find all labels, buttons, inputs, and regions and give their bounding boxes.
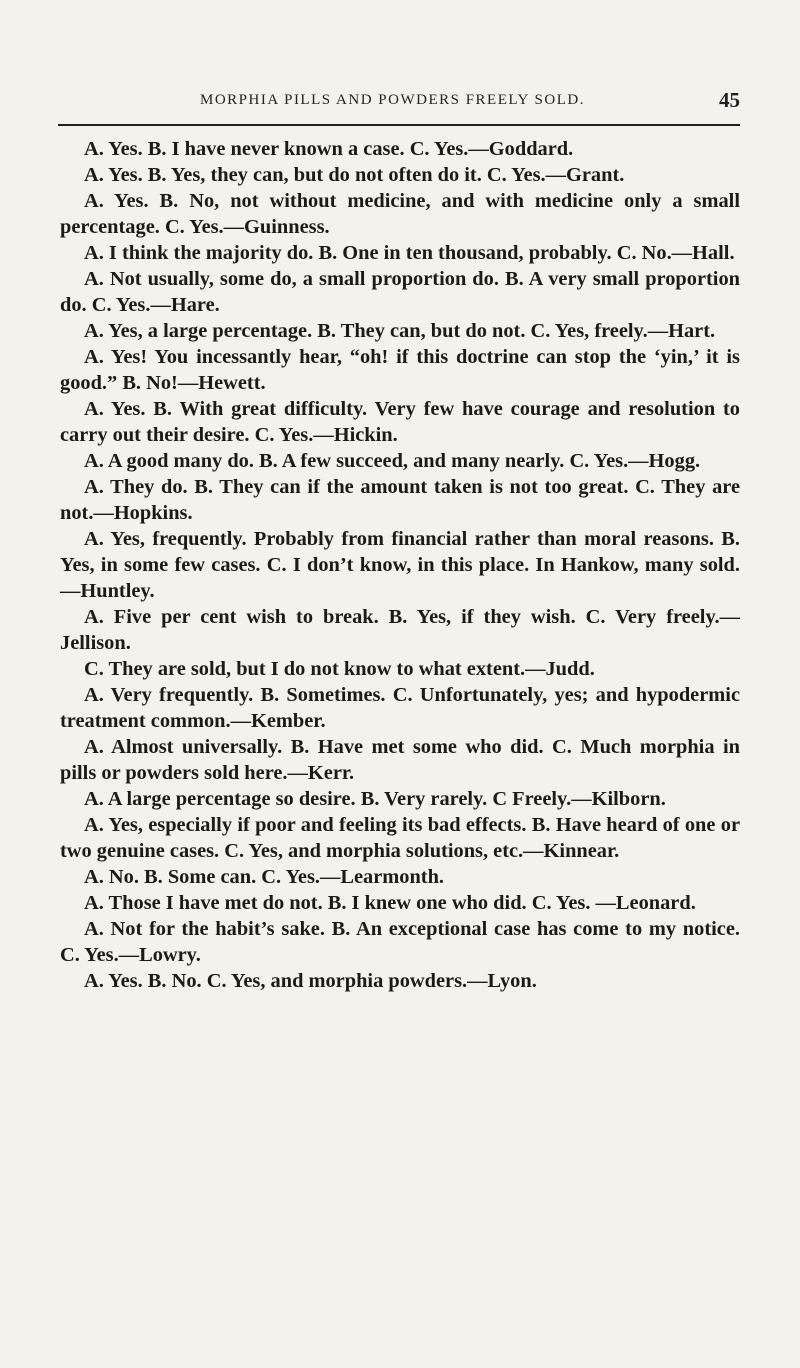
header-rule xyxy=(58,124,740,126)
running-title: MORPHIA PILLS AND POWDERS FREELY SOLD. xyxy=(200,92,585,108)
paragraph: A. Not for the habit’s sake. B. An exceptional case has come to my notice. C. Yes.—Lowry. xyxy=(60,918,740,966)
paragraph: C. They are sold, but I do not know to what extent.—Judd. xyxy=(84,658,595,680)
paragraph: A. They do. B. They can if the amount taken is not too great. C. They are not.—Hopkins. xyxy=(60,476,740,524)
paragraph: A. Yes, especially if poor and feeling its bad effects. B. Have heard of one or two genuine cases. C. Yes, and morphia solutions, etc.—Kinnear. xyxy=(60,814,740,862)
paragraph: A. Five per cent wish to break. B. Yes, if they wish. C. Very freely.—Jellison. xyxy=(60,606,740,654)
paragraph: A. Yes. B. No. C. Yes, and morphia powders.—Lyon. xyxy=(84,970,537,992)
paragraph: A. Those I have met do not. B. I knew one who did. C. Yes. —Leonard. xyxy=(84,892,696,914)
paragraph: A. I think the majority do. B. One in ten thousand, probably. C. No.—Hall. xyxy=(84,242,735,264)
page-header xyxy=(60,88,740,116)
paragraph: A. Very frequently. B. Sometimes. C. Unfortunately, yes; and hypodermic treatment common.—Kember. xyxy=(60,684,740,732)
paragraph: A. A good many do. B. A few succeed, and many nearly. C. Yes.—Hogg. xyxy=(84,450,701,472)
body-text xyxy=(60,136,740,994)
paragraph: A. Yes! You incessantly hear, “oh! if this doctrine can stop the ‘yin,’ it is good.” B. No!—Hewett. xyxy=(60,346,740,394)
paragraph: A. Almost universally. B. Have met some who did. C. Much morphia in pills or powders sold here.—Kerr. xyxy=(60,736,740,784)
paragraph: A. Yes. B. No, not without medicine, and with medicine only a small percentage. C. Yes.—Guinness. xyxy=(60,190,740,238)
paragraph: A. Yes. B. I have never known a case. C. Yes.—Goddard. xyxy=(84,138,574,160)
paragraph: A. Yes. B. Yes, they can, but do not often do it. C. Yes.—Grant. xyxy=(84,164,625,186)
paragraph: A. No. B. Some can. C. Yes.—Learmonth. xyxy=(84,866,445,888)
paragraph: A. Yes, frequently. Probably from financial rather than moral reasons. B. Yes, in some few cases. C. I don’t know, in this place. In Hankow, many sold.—Huntley. xyxy=(60,528,740,602)
paragraph: A. Not usually, some do, a small proportion do. B. A very small proportion do. C. Yes.—Hare. xyxy=(60,268,740,316)
paragraph: A. Yes. B. With great difficulty. Very few have courage and resolution to carry out their desire. C. Yes.—Hickin. xyxy=(60,398,740,446)
paragraph: A. Yes, a large percentage. B. They can, but do not. C. Yes, freely.—Hart. xyxy=(84,320,716,342)
paragraph: A. A large percentage so desire. B. Very rarely. C Freely.—Kilborn. xyxy=(84,788,666,810)
page-number: 45 xyxy=(719,88,740,112)
